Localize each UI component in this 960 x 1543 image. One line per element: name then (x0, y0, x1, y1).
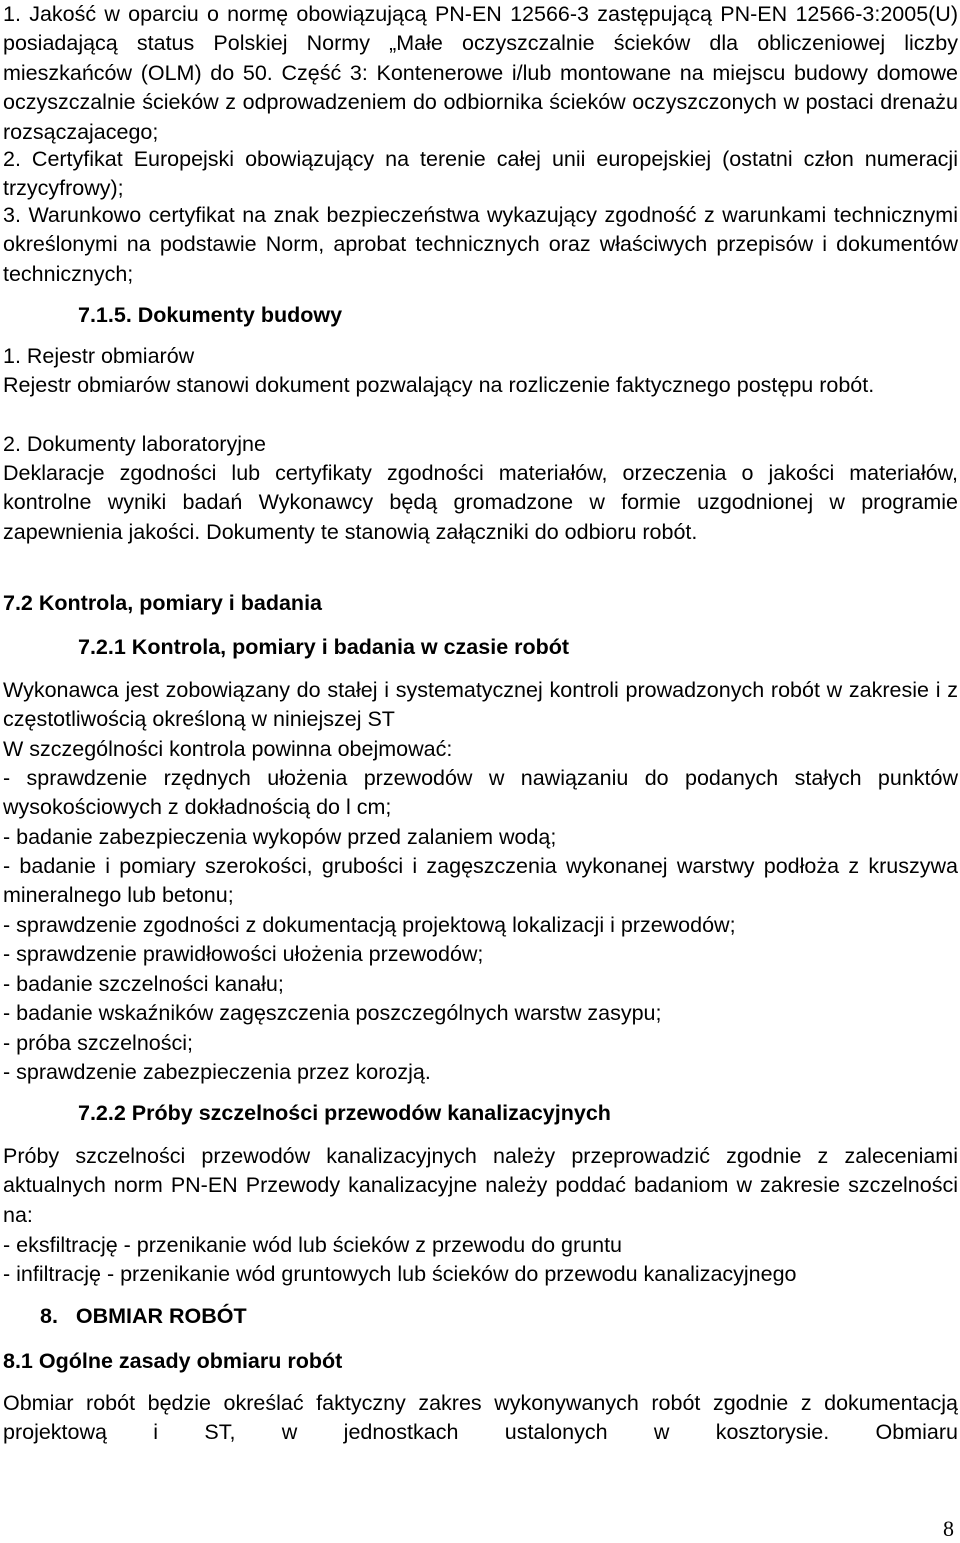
heading-8: 8. OBMIAR ROBÓT (40, 1304, 247, 1328)
paragraph-lab-documents-body: Deklaracje zgodności lub certyfikaty zgodności materiałów, orzeczenia o jakości materiałów, kontrolne wyniki badań Wykonawcy będą gromadzone w formie uzgodnionej w programie zapewnienia jakości. Dokumenty te stanowią załączniki do odbioru robót. (3, 461, 958, 544)
list-item: - sprawdzenie rzędnych ułożenia przewodów w nawiązaniu do podanych stałych punktów wysokościowych z dokładnością do l cm; (3, 766, 958, 820)
heading-7-2: 7.2 Kontrola, pomiary i badania (3, 591, 322, 615)
list-item: - badanie i pomiary szerokości, grubości i zagęszczenia wykonanej warstwy podłoża z kruszywa mineralnego lub betonu; (3, 854, 958, 908)
heading-7-1-5: 7.1.5. Dokumenty budowy (78, 303, 343, 327)
list-item: - badanie szczelności kanału; (3, 972, 284, 996)
page-number: 8 (943, 1516, 954, 1541)
paragraph-control-scope: W szczególności kontrola powinna obejmować: (3, 737, 453, 761)
paragraph-safety-certificate: 3. Warunkowo certyfikat na znak bezpieczeństwa wykazujący zgodność z warunkami technicznymi określonymi na podstawie Norm, aprobat technicznych oraz właściwych przepisów i dokumentów technicznych; (3, 203, 958, 286)
list-item: - eksfiltrację - przenikanie wód lub ścieków z przewodu do gruntu (3, 1233, 623, 1257)
paragraph-measurement-register-title: 1. Rejestr obmiarów (3, 344, 195, 368)
list-item: - sprawdzenie prawidłowości ułożenia przewodów; (3, 942, 484, 966)
paragraph-contractor-control: Wykonawca jest zobowiązany do stałej i systematycznej kontroli prowadzonych robót w zakresie i z częstotliwością określoną w niniejszej ST (3, 678, 958, 732)
paragraph-measurement-register-body: Rejestr obmiarów stanowi dokument pozwalający na rozliczenie faktycznego postępu robót. (3, 373, 875, 397)
list-item: - badanie zabezpieczenia wykopów przed zalaniem wodą; (3, 825, 557, 849)
list-item: - sprawdzenie zgodności z dokumentacją projektową lokalizacji i przewodów; (3, 913, 736, 937)
heading-7-2-1: 7.2.1 Kontrola, pomiary i badania w czasie robót (78, 635, 570, 659)
paragraph-lab-documents-title: 2. Dokumenty laboratoryjne (3, 432, 266, 456)
list-item: - badanie wskaźników zagęszczenia poszczególnych warstw zasypu; (3, 1001, 662, 1025)
paragraph-measurement-rules: Obmiar robót będzie określać faktyczny zakres wykonywanych robót zgodnie z dokumentacją projektową i ST, w jednostkach ustalonych w kosztorysie. Obmiaru (3, 1391, 958, 1445)
heading-7-2-2: 7.2.2 Próby szczelności przewodów kanalizacyjnych (78, 1101, 611, 1125)
list-item: - sprawdzenie zabezpieczenia przez korozją. (3, 1060, 431, 1084)
paragraph-olm-standard: 1. Jakość w oparciu o normę obowiązującą PN-EN 12566-3 zastępującą PN-EN 12566-3:2005(U) posiadającą status Polskiej Normy „Małe oczyszczalnie ścieków dla obliczeniowej liczby mieszkańców (OLM) do 50. Część 3: Kontenerowe i/lub montowane na miejscu budowy domowe oczyszczalnie ścieków z odprowadzeniem do odbiornika ścieków oczyszczonych w postaci drenażu rozsączajacego; (3, 2, 958, 144)
paragraph-european-certificate: 2. Certyfikat Europejski obowiązujący na terenie całej unii europejskiej (ostatni człon numeracji trzycyfrowy); (3, 147, 958, 201)
list-item: - próba szczelności; (3, 1031, 193, 1055)
heading-8-1: 8.1 Ogólne zasady obmiaru robót (3, 1349, 343, 1373)
list-item: - infiltrację - przenikanie wód gruntowych lub ścieków do przewodu kanalizacyjnego (3, 1262, 797, 1286)
paragraph-leak-tests: Próby szczelności przewodów kanalizacyjnych należy przeprowadzić zgodnie z zaleceniami aktualnych norm PN-EN Przewody kanalizacyjne należy poddać badaniom w zakresie szczelności na: (3, 1144, 958, 1227)
